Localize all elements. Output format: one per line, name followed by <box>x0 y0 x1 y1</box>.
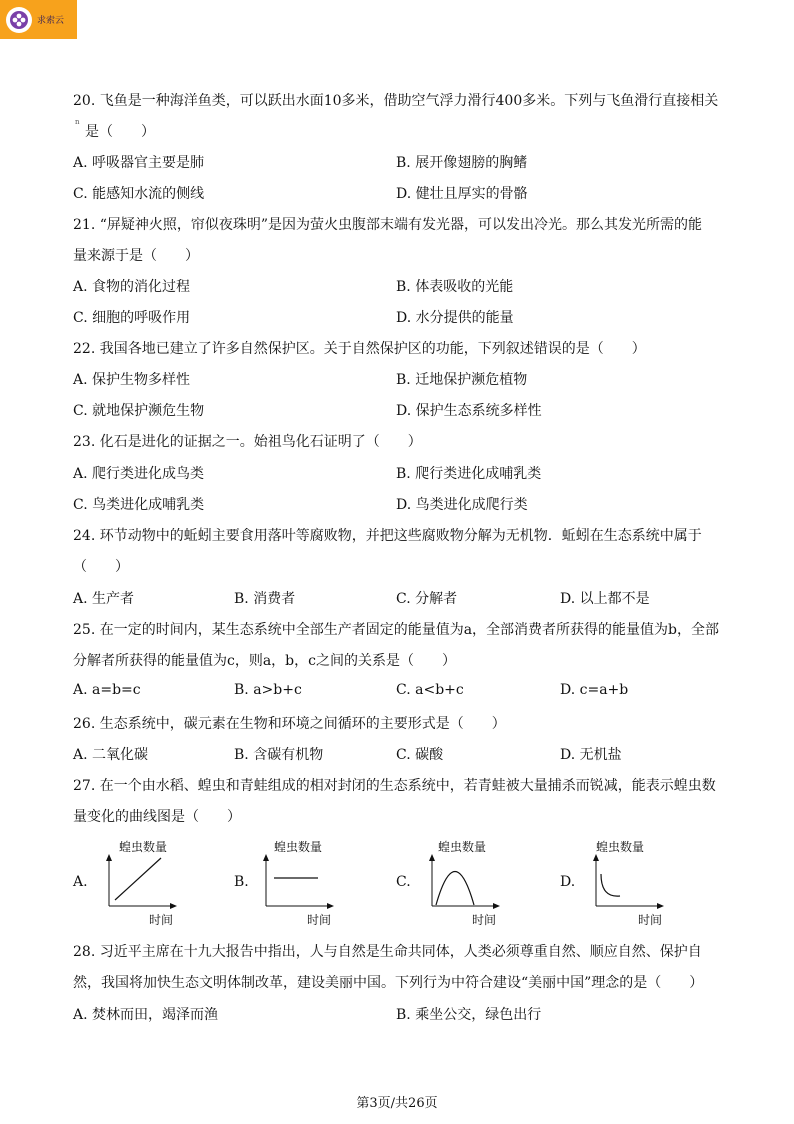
q27-graph-b <box>252 838 352 926</box>
q24-stem-line2: （ ） <box>73 559 129 575</box>
q26-option-b: B. 含碳有机物 <box>234 747 324 763</box>
q24-option-d: D. 以上都不是 <box>560 591 650 607</box>
q22-option-c: C. 就地保护濒危生物 <box>73 403 205 419</box>
q21-option-b: B. 体表吸收的光能 <box>396 279 514 295</box>
logo <box>0 0 77 39</box>
q27-curve-a <box>115 858 161 900</box>
q28-stem-line2: 然，我国将加快生态文明体制改革，建设美丽中国。下列行为中符合建设“美丽中国”理念的是（ ） <box>73 975 704 991</box>
q27-stem-line1: 27. 在一个由水稻、蝗虫和青蛙组成的相对封闭的生态系统中，若青蛙被大量捕杀而锐减，能表示蝗虫数 <box>73 778 716 794</box>
q24-option-c: C. 分解者 <box>396 591 458 607</box>
q25-option-d: D. c=a+b <box>560 682 629 698</box>
q23-option-d: D. 鸟类进化成爬行类 <box>396 497 528 513</box>
q27-graph-d-xlabel: 时间 <box>638 913 663 926</box>
q27-graph-d-ylabel: 蝗虫数量 <box>596 840 645 854</box>
q27-graph-c-ylabel: 蝗虫数量 <box>438 840 487 854</box>
q27-graph-b-ylabel: 蝗虫数量 <box>274 840 323 854</box>
q25-stem-line1: 25. 在一定的时间内，某生态系统中全部生产者固定的能量值为a，全部消费者所获得的能量值为b，全部 <box>73 622 720 638</box>
q27-stem-line2: 量变化的曲线图是（ ） <box>73 809 241 825</box>
q25-stem-line2: 分解者所获得的能量值为c，则a，b，c之间的关系是（ ） <box>73 653 456 669</box>
q26-option-d: D. 无机盐 <box>560 747 622 763</box>
page-number: 第3页/共26页 <box>356 1096 438 1111</box>
q24-option-b: B. 消费者 <box>234 591 296 607</box>
q24-stem-line1: 24. 环节动物中的蚯蚓主要食用落叶等腐败物，并把这些腐败物分解为无机物．蚯蚓在生态系统中属于 <box>73 528 702 544</box>
q27-curve-c <box>436 872 474 906</box>
q21-stem-line2: 量来源于是（ ） <box>73 248 199 264</box>
q27-option-d: D. <box>560 874 576 890</box>
q20-option-a: A. 呼吸器官主要是肺 <box>73 155 205 171</box>
q27-graph-d <box>582 838 682 926</box>
q22-stem-line1: 22. 我国各地已建立了许多自然保护区。关于自然保护区的功能，下列叙述错误的是（ ） <box>73 341 646 357</box>
q25-option-c: C. a<b+c <box>396 682 464 698</box>
q27-graph-a-xlabel: 时间 <box>149 913 174 926</box>
q20-option-c: C. 能感知水流的侧线 <box>73 186 205 202</box>
q20-option-b: B. 展开像翅膀的胸鳍 <box>396 155 528 171</box>
q21-option-d: D. 水分提供的能量 <box>396 310 514 326</box>
logo-icon <box>6 7 32 33</box>
q25-option-a: A. a=b=c <box>73 682 141 698</box>
q27-graph-a <box>95 838 195 926</box>
q21-option-c: C. 细胞的呼吸作用 <box>73 310 191 326</box>
q28-option-b: B. 乘坐公交，绿色出行 <box>396 1007 542 1023</box>
q21-stem-line1: 21. “屏疑神火照，帘似夜珠明”是因为萤火虫腹部末端有发光器，可以发出冷光。那么其发光所需的能 <box>73 217 703 233</box>
logo-text: 求索云 <box>37 16 65 26</box>
q26-option-c: C. 碳酸 <box>396 747 444 763</box>
q20-stem-line2: 是（ ） <box>85 124 155 140</box>
q26-option-a: A. 二氧化碳 <box>73 747 149 763</box>
q23-option-c: C. 鸟类进化成哺乳类 <box>73 497 205 513</box>
q27-graph-b-xlabel: 时间 <box>307 913 332 926</box>
q26-stem-line1: 26. 生态系统中，碳元素在生物和环境之间循环的主要形式是（ ） <box>73 716 506 732</box>
q24-option-a: A. 生产者 <box>73 591 135 607</box>
q22-option-a: A. 保护生物多样性 <box>73 372 191 388</box>
q22-option-d: D. 保护生态系统多样性 <box>396 403 542 419</box>
q20-stem-line1: 20. 飞鱼是一种海洋鱼类，可以跃出水面10多米，借助空气浮力滑行400多米。下列与飞鱼滑行直接相关 <box>73 93 719 109</box>
q21-option-a: A. 食物的消化过程 <box>73 279 191 295</box>
q20-mark: n <box>75 118 80 126</box>
q27-curve-d <box>601 874 620 896</box>
q27-option-c: C. <box>396 874 411 890</box>
q23-stem-line1: 23. 化石是进化的证据之一。始祖鸟化石证明了（ ） <box>73 434 422 450</box>
q28-option-a: A. 焚林而田，竭泽而渔 <box>73 1007 219 1023</box>
q28-stem-line1: 28. 习近平主席在十九大报告中指出，人与自然是生命共同体，人类必须尊重自然、顺应自然、保护自 <box>73 944 702 960</box>
q27-option-a: A. <box>73 874 88 890</box>
q23-option-a: A. 爬行类进化成鸟类 <box>73 466 205 482</box>
q27-option-b: B. <box>234 874 249 890</box>
q27-graph-c <box>418 838 518 926</box>
q27-graph-a-ylabel: 蝗虫数量 <box>119 840 168 854</box>
q25-option-b: B. a>b+c <box>234 682 302 698</box>
q27-graph-c-xlabel: 时间 <box>472 913 497 926</box>
q20-option-d: D. 健壮且厚实的骨骼 <box>396 186 528 202</box>
q23-option-b: B. 爬行类进化成哺乳类 <box>396 466 542 482</box>
q22-option-b: B. 迁地保护濒危植物 <box>396 372 528 388</box>
